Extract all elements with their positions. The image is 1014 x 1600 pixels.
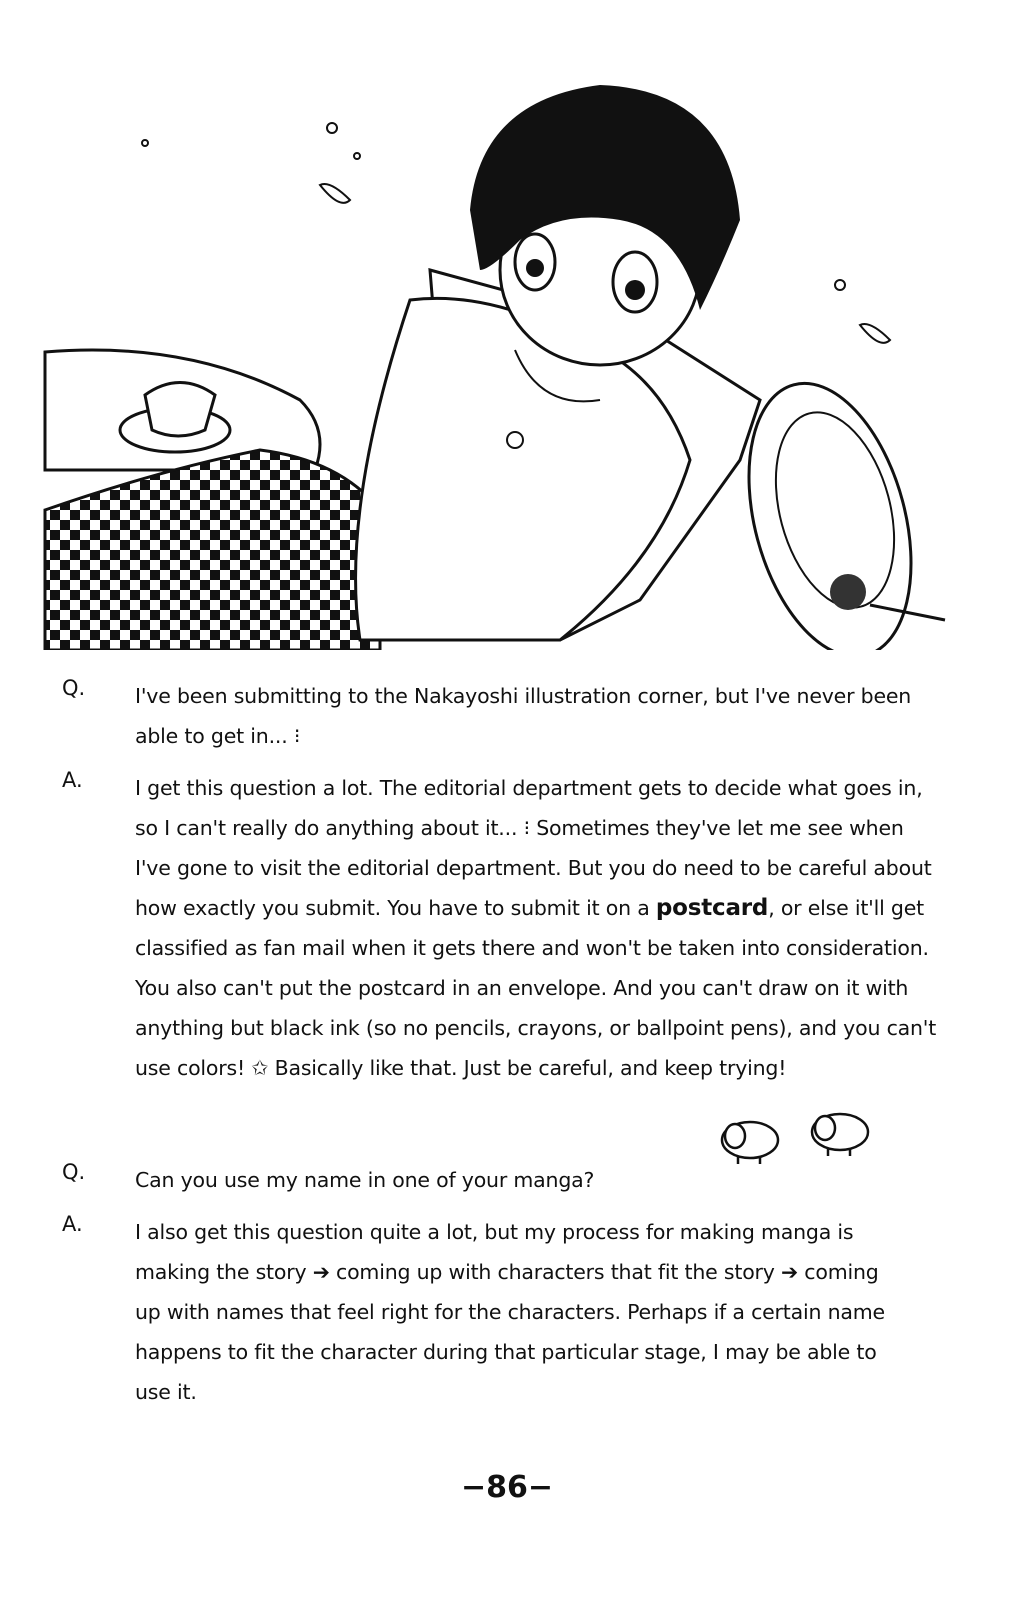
qa-block-1-answer: [62, 768, 962, 1088]
postcard-emphasis: postcard: [655, 895, 769, 921]
sheep-icon: [718, 1108, 878, 1168]
answer-text: I also get this question quite a lot, but my process for making manga is making the story ➔ coming up with characters that fit the story ➔ coming up with names that feel right for the characters. Perhaps if a certain name happens to fit the character during that particular stage, I may be able to use it.: [135, 1220, 885, 1404]
manga-illustration: [40, 40, 980, 650]
answer-text: I get this question a lot. The editorial department gets to decide what goes in, so I can't really do anything about it... ⁝ Sometimes they've let me see when I've gone to visit the editorial department. But you do need to be careful about how exactly you submit. You have to submit it on a postcard, or else it'll get classified as fan mail when it gets there and won't be taken into consideration. You also can't put the postcard in an envelope. And you can't draw on it with anything but black ink (so no pencils, crayons, or ballpoint pens), and you can't use colors! ✩ Basically like that. Just be careful, and keep trying!: [135, 776, 937, 1080]
page-number: −86−: [460, 1470, 554, 1505]
qa-block-2: [62, 1160, 962, 1200]
qa-block-2-answer: [62, 1212, 962, 1412]
question-marker: Q.: [62, 676, 86, 700]
question-text: Can you use my name in one of your manga?: [135, 1168, 595, 1192]
question-marker: Q.: [62, 1160, 86, 1184]
qa-block-1: [62, 676, 962, 756]
question-text: I've been submitting to the Nakayoshi illustration corner, but I've never been able to get in... ⁝: [135, 684, 912, 748]
answer-marker: A.: [62, 1212, 83, 1236]
answer-marker: A.: [62, 768, 83, 792]
